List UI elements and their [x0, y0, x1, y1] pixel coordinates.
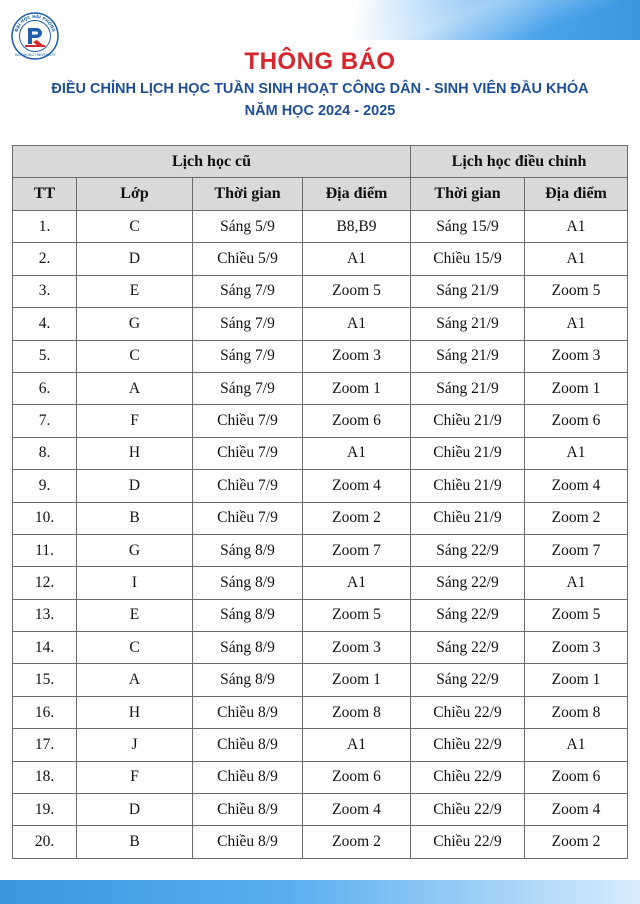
row-new-time: Chiều 21/9: [411, 405, 525, 437]
row-class: I: [77, 567, 193, 599]
row-number: 10.: [13, 502, 77, 534]
notice-header: [0, 48, 640, 122]
row-old-time: Chiều 7/9: [193, 470, 303, 502]
column-header-row: [13, 178, 628, 211]
table-row: [13, 794, 628, 826]
table-row: [13, 372, 628, 404]
row-old-time: Chiều 8/9: [193, 761, 303, 793]
row-new-location: Zoom 6: [525, 405, 628, 437]
col-header-tt: TT: [13, 178, 77, 211]
row-old-time: Sáng 8/9: [193, 599, 303, 631]
row-class: A: [77, 372, 193, 404]
row-new-location: Zoom 2: [525, 502, 628, 534]
row-number: 14.: [13, 632, 77, 664]
table-row: [13, 761, 628, 793]
row-old-location: Zoom 5: [303, 275, 411, 307]
row-new-location: A1: [525, 437, 628, 469]
row-new-time: Sáng 15/9: [411, 211, 525, 243]
table-row: [13, 470, 628, 502]
bottom-decorative-band: [0, 880, 640, 904]
row-number: 3.: [13, 275, 77, 307]
row-new-time: Sáng 22/9: [411, 664, 525, 696]
row-new-time: Chiều 22/9: [411, 696, 525, 728]
table-row: [13, 599, 628, 631]
row-number: 16.: [13, 696, 77, 728]
row-new-location: A1: [525, 729, 628, 761]
academic-year: NĂM HỌC 2024 - 2025: [244, 103, 396, 119]
row-number: 5.: [13, 340, 77, 372]
band-swoosh: [340, 0, 640, 40]
table-row: [13, 275, 628, 307]
col-header-old-time: Thời gian: [193, 178, 303, 211]
row-old-location: Zoom 1: [303, 372, 411, 404]
table-row: [13, 340, 628, 372]
row-number: 17.: [13, 729, 77, 761]
row-new-time: Sáng 22/9: [411, 632, 525, 664]
row-old-location: Zoom 5: [303, 599, 411, 631]
row-new-location: Zoom 5: [525, 599, 628, 631]
row-new-location: Zoom 2: [525, 826, 628, 858]
group-header-row: [13, 146, 628, 178]
notice-title: THÔNG BÁO: [244, 48, 396, 75]
row-old-location: Zoom 2: [303, 826, 411, 858]
row-class: E: [77, 275, 193, 307]
row-new-location: Zoom 4: [525, 470, 628, 502]
row-old-location: A1: [303, 308, 411, 340]
svg-text:HAI PHONG UNIVERSITY: HAI PHONG UNIVERSITY: [14, 53, 56, 57]
row-new-location: Zoom 3: [525, 632, 628, 664]
row-class: D: [77, 470, 193, 502]
row-class: C: [77, 340, 193, 372]
col-header-class: Lớp: [77, 178, 193, 211]
row-new-time: Sáng 21/9: [411, 275, 525, 307]
row-new-time: Chiều 15/9: [411, 243, 525, 275]
row-class: D: [77, 243, 193, 275]
row-old-time: Sáng 7/9: [193, 340, 303, 372]
col-header-new-location: Địa điểm: [525, 178, 628, 211]
row-new-time: Sáng 21/9: [411, 372, 525, 404]
row-old-time: Sáng 7/9: [193, 372, 303, 404]
row-old-location: Zoom 3: [303, 340, 411, 372]
svg-text:ĐẠI HỌC HẢI PHÒNG: ĐẠI HỌC HẢI PHÒNG: [13, 13, 57, 33]
row-class: A: [77, 664, 193, 696]
row-new-time: Sáng 22/9: [411, 534, 525, 566]
row-number: 2.: [13, 243, 77, 275]
table-row: [13, 664, 628, 696]
row-number: 13.: [13, 599, 77, 631]
row-number: 18.: [13, 761, 77, 793]
row-new-location: Zoom 6: [525, 761, 628, 793]
row-old-location: Zoom 6: [303, 405, 411, 437]
row-new-location: A1: [525, 567, 628, 599]
row-class: C: [77, 632, 193, 664]
row-old-location: Zoom 4: [303, 470, 411, 502]
row-old-location: A1: [303, 567, 411, 599]
row-new-time: Sáng 22/9: [411, 567, 525, 599]
row-class: C: [77, 211, 193, 243]
table-row: [13, 534, 628, 566]
table-row: [13, 211, 628, 243]
table-row: [13, 729, 628, 761]
row-new-location: A1: [525, 243, 628, 275]
row-new-location: Zoom 5: [525, 275, 628, 307]
row-number: 7.: [13, 405, 77, 437]
notice-subtitle: ĐIỀU CHỈNH LỊCH HỌC TUẦN SINH HOẠT CÔNG DÂN - SINH VIÊN ĐẦU KHÓA: [51, 81, 589, 97]
row-number: 9.: [13, 470, 77, 502]
row-number: 15.: [13, 664, 77, 696]
row-old-time: Sáng 7/9: [193, 308, 303, 340]
row-class: D: [77, 794, 193, 826]
row-old-time: Sáng 8/9: [193, 567, 303, 599]
row-old-location: Zoom 6: [303, 761, 411, 793]
row-new-time: Chiều 22/9: [411, 729, 525, 761]
row-old-location: Zoom 4: [303, 794, 411, 826]
row-class: E: [77, 599, 193, 631]
table-row: [13, 243, 628, 275]
row-new-location: A1: [525, 308, 628, 340]
row-class: H: [77, 437, 193, 469]
row-old-location: B8,B9: [303, 211, 411, 243]
row-class: B: [77, 826, 193, 858]
row-new-location: Zoom 8: [525, 696, 628, 728]
row-new-location: Zoom 4: [525, 794, 628, 826]
row-old-time: Chiều 8/9: [193, 729, 303, 761]
row-new-time: Sáng 21/9: [411, 340, 525, 372]
schedule-table: [12, 145, 628, 859]
row-old-time: Chiều 8/9: [193, 794, 303, 826]
row-number: 6.: [13, 372, 77, 404]
old-schedule-header: Lịch học cũ: [13, 146, 411, 178]
row-number: 20.: [13, 826, 77, 858]
row-new-time: Sáng 21/9: [411, 308, 525, 340]
table-row: [13, 502, 628, 534]
col-header-new-time: Thời gian: [411, 178, 525, 211]
row-old-time: Chiều 7/9: [193, 405, 303, 437]
table-row: [13, 308, 628, 340]
row-old-location: A1: [303, 437, 411, 469]
row-number: 12.: [13, 567, 77, 599]
row-old-location: Zoom 2: [303, 502, 411, 534]
row-old-location: A1: [303, 729, 411, 761]
row-class: J: [77, 729, 193, 761]
row-old-time: Sáng 8/9: [193, 664, 303, 696]
row-number: 11.: [13, 534, 77, 566]
row-old-location: Zoom 1: [303, 664, 411, 696]
new-schedule-header: Lịch học điều chỉnh: [411, 146, 628, 178]
row-new-time: Sáng 22/9: [411, 599, 525, 631]
top-decorative-band: [0, 0, 640, 40]
row-old-time: Chiều 8/9: [193, 826, 303, 858]
table-row: [13, 696, 628, 728]
row-class: F: [77, 405, 193, 437]
row-new-time: Chiều 22/9: [411, 794, 525, 826]
row-new-time: Chiều 21/9: [411, 502, 525, 534]
row-class: G: [77, 308, 193, 340]
row-old-time: Sáng 8/9: [193, 534, 303, 566]
row-old-time: Chiều 8/9: [193, 696, 303, 728]
row-old-time: Chiều 7/9: [193, 502, 303, 534]
row-old-location: Zoom 8: [303, 696, 411, 728]
row-old-location: Zoom 7: [303, 534, 411, 566]
row-number: 1.: [13, 211, 77, 243]
row-old-time: Chiều 5/9: [193, 243, 303, 275]
row-new-location: A1: [525, 211, 628, 243]
col-header-old-location: Địa điểm: [303, 178, 411, 211]
row-class: G: [77, 534, 193, 566]
row-new-time: Chiều 21/9: [411, 470, 525, 502]
row-new-time: Chiều 22/9: [411, 826, 525, 858]
row-new-time: Chiều 22/9: [411, 761, 525, 793]
row-old-time: Sáng 7/9: [193, 275, 303, 307]
table-row: [13, 632, 628, 664]
row-old-location: A1: [303, 243, 411, 275]
row-new-location: Zoom 7: [525, 534, 628, 566]
row-number: 8.: [13, 437, 77, 469]
row-old-time: Sáng 8/9: [193, 632, 303, 664]
row-new-location: Zoom 3: [525, 340, 628, 372]
table-row: [13, 437, 628, 469]
row-new-time: Chiều 21/9: [411, 437, 525, 469]
row-number: 4.: [13, 308, 77, 340]
row-class: H: [77, 696, 193, 728]
table-row: [13, 567, 628, 599]
row-new-location: Zoom 1: [525, 664, 628, 696]
row-class: B: [77, 502, 193, 534]
row-class: F: [77, 761, 193, 793]
table-row: [13, 405, 628, 437]
table-row: [13, 826, 628, 858]
row-old-time: Sáng 5/9: [193, 211, 303, 243]
row-old-location: Zoom 3: [303, 632, 411, 664]
row-old-time: Chiều 7/9: [193, 437, 303, 469]
row-number: 19.: [13, 794, 77, 826]
row-new-location: Zoom 1: [525, 372, 628, 404]
